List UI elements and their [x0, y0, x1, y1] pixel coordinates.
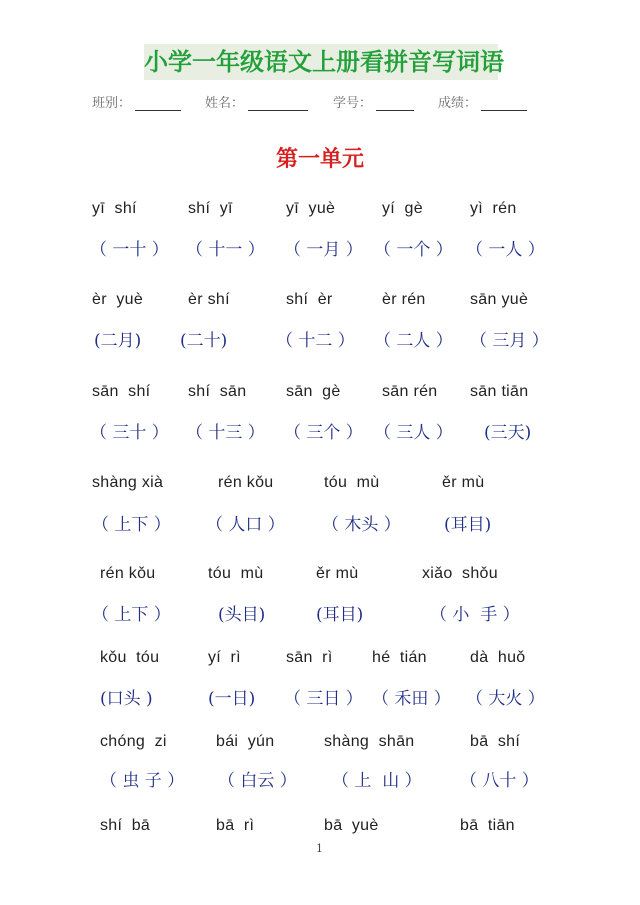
- pinyin-cell: yī shí: [92, 200, 137, 217]
- pinyin-cell: èr shí: [188, 291, 230, 308]
- answer-cell: （ 上下 ）: [92, 515, 171, 535]
- pinyin-cell: kǒu tóu: [100, 649, 160, 666]
- student-id-blank: [376, 96, 414, 111]
- pinyin-cell: yí gè: [382, 200, 423, 217]
- answer-cell: (耳目): [444, 515, 492, 535]
- pinyin-cell: sān gè: [286, 383, 341, 400]
- answer-cell: (口头 ): [100, 689, 153, 709]
- score-label: 成绩：: [438, 96, 478, 111]
- pinyin-cell: èr rén: [382, 291, 426, 308]
- pinyin-cell: sān yuè: [470, 291, 529, 308]
- pinyin-cell: shí bā: [100, 817, 151, 834]
- answer-cell: （ 三个 ）: [284, 423, 363, 443]
- pinyin-cell: chóng zi: [100, 733, 167, 750]
- class-label: 班别：: [92, 96, 132, 111]
- answer-cell: (一日): [208, 689, 256, 709]
- pinyin-cell: shí yī: [188, 200, 233, 217]
- pinyin-cell: shàng shān: [324, 733, 415, 750]
- score-blank: [481, 96, 527, 111]
- pinyin-cell: bái yún: [216, 733, 275, 750]
- answer-cell: （ 虫 子 ）: [100, 771, 185, 791]
- pinyin-cell: yì rén: [470, 200, 517, 217]
- pinyin-cell: rén kǒu: [218, 474, 274, 491]
- pinyin-cell: bā shí: [470, 733, 521, 750]
- page-number: 1: [316, 842, 323, 855]
- name-label: 姓名：: [205, 96, 245, 111]
- pinyin-cell: sān shí: [92, 383, 151, 400]
- answer-cell: （ 一人 ）: [466, 240, 545, 260]
- pinyin-cell: ěr mù: [442, 474, 485, 491]
- pinyin-cell: bā tiān: [460, 817, 515, 834]
- answer-cell: （ 人口 ）: [206, 515, 285, 535]
- pinyin-cell: èr yuè: [92, 291, 144, 308]
- answer-cell: （ 三日 ）: [284, 689, 363, 709]
- pinyin-cell: sān rì: [286, 649, 333, 666]
- student-info-row: [0, 92, 640, 112]
- pinyin-cell: dà huǒ: [470, 649, 526, 666]
- answer-cell: (二十): [180, 331, 228, 351]
- pinyin-cell: yī yuè: [286, 200, 336, 217]
- pinyin-cell: shí sān: [188, 383, 247, 400]
- answer-cell: （ 大火 ）: [466, 689, 545, 709]
- answer-cell: （ 十二 ）: [276, 331, 355, 351]
- answer-cell: (耳目): [316, 605, 364, 625]
- answer-cell: （ 十三 ）: [186, 423, 265, 443]
- answer-cell: （ 一个 ）: [374, 240, 453, 260]
- answer-cell: （ 小 手 ）: [430, 605, 520, 625]
- answer-cell: （ 三十 ）: [90, 423, 169, 443]
- answer-cell: （ 木头 ）: [322, 515, 401, 535]
- name-blank: [248, 96, 308, 111]
- pinyin-cell: sān rén: [382, 383, 438, 400]
- student-id-field: [333, 92, 414, 111]
- student-id-label: 学号：: [333, 96, 373, 111]
- answer-cell: （ 上下 ）: [92, 605, 171, 625]
- pinyin-cell: ěr mù: [316, 565, 359, 582]
- pinyin-cell: bā yuè: [324, 817, 379, 834]
- answer-cell: (头目): [218, 605, 266, 625]
- pinyin-cell: tóu mù: [208, 565, 264, 582]
- answer-cell: （ 三人 ）: [374, 423, 453, 443]
- answer-cell: （ 禾田 ）: [372, 689, 451, 709]
- pinyin-cell: shí èr: [286, 291, 333, 308]
- class-field: [92, 92, 181, 111]
- answer-cell: （ 三月 ）: [470, 331, 549, 351]
- class-blank: [135, 96, 181, 111]
- answer-cell: （ 二人 ）: [374, 331, 453, 351]
- pinyin-cell: rén kǒu: [100, 565, 156, 582]
- pinyin-cell: bā rì: [216, 817, 255, 834]
- answer-cell: （ 一十 ）: [90, 240, 169, 260]
- answer-cell: (二月): [94, 331, 142, 351]
- unit-heading: 第一单元: [275, 146, 364, 172]
- name-field: [205, 92, 308, 111]
- answer-cell: （ 十一 ）: [186, 240, 265, 260]
- score-field: [438, 92, 527, 111]
- answer-cell: （ 八十 ）: [460, 771, 539, 791]
- worksheet-title: 小学一年级语文上册看拼音写词语: [144, 44, 498, 80]
- pinyin-cell: yí rì: [208, 649, 241, 666]
- pinyin-cell: tóu mù: [324, 474, 380, 491]
- pinyin-cell: hé tián: [372, 649, 427, 666]
- answer-cell: (三天): [484, 423, 532, 443]
- pinyin-cell: xiǎo shǒu: [422, 565, 498, 582]
- answer-cell: （ 一月 ）: [284, 240, 363, 260]
- pinyin-cell: shàng xià: [92, 474, 164, 491]
- pinyin-cell: sān tiān: [470, 383, 529, 400]
- answer-cell: （ 白云 ）: [218, 771, 297, 791]
- answer-cell: （ 上 山 ）: [332, 771, 422, 791]
